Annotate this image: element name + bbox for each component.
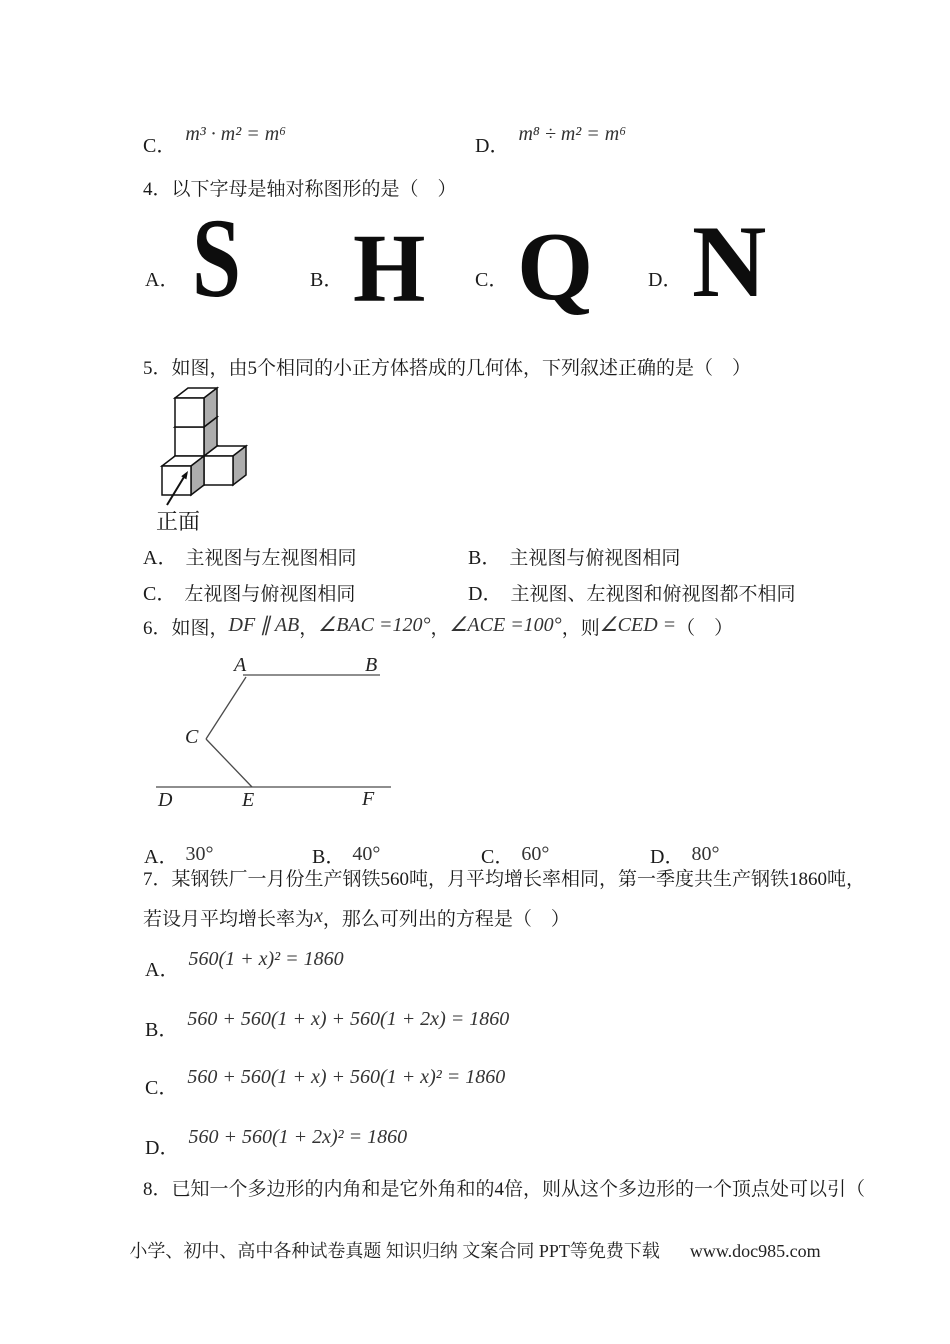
question-6-text (143, 615, 733, 642)
q6-text-part: 6．如图， (143, 618, 229, 639)
question-4-option-a-label: A． (145, 269, 180, 291)
q7-variable-x: x (314, 905, 323, 927)
option-b-label: B． (468, 547, 502, 569)
option-b-formula: 560 + 560(1 + x) + 560(1 + 2x) = 1860 (187, 1008, 510, 1030)
question-5-option-d (468, 581, 795, 608)
option-b-text: 主视图与俯视图相同 (509, 548, 681, 569)
cube-figure-front-label: 正面 (156, 509, 201, 534)
question-4-option-c-label: C． (475, 269, 509, 291)
option-a-label: A． (143, 547, 178, 569)
option-d-formula: m⁸ ÷ m² = m⁶ (518, 123, 627, 145)
option-b-label: B． (145, 1019, 179, 1041)
option-d-value: 80° (691, 843, 720, 865)
q6-text-part: ， (299, 618, 319, 639)
option-a-formula: 560(1 + x)² = 1860 (188, 948, 344, 970)
question-6-option-d (650, 840, 719, 869)
question-6-option-a (144, 840, 213, 869)
option-a-label: A． (145, 959, 180, 981)
option-a-label: A． (144, 846, 179, 868)
q6-math-df-ab: DF ∥ AB (228, 614, 300, 636)
option-c-value: 60° (521, 843, 550, 865)
q6-text-part: ， (430, 618, 450, 639)
question-5-option-a (143, 545, 356, 572)
figure-label-e: E (242, 789, 255, 811)
option-d-label: D． (475, 135, 510, 157)
question-7-line2 (143, 906, 570, 933)
question-6-option-b (312, 840, 380, 869)
figure-label-a: A (234, 654, 247, 676)
q6-text-part: ，则 (561, 618, 600, 639)
letter-q: Q (517, 213, 594, 321)
q6-math-angle-ced: ∠CED = (599, 614, 677, 636)
option-c-formula: 560 + 560(1 + x) + 560(1 + x)² = 1860 (187, 1066, 506, 1088)
question-5-option-b (468, 545, 680, 572)
question-4-option-d-label: D． (648, 269, 683, 291)
option-a-text: 主视图与左视图相同 (185, 548, 357, 569)
question-7-option-d (145, 1126, 408, 1160)
figure-label-b: B (365, 654, 378, 676)
option-c-label: C． (145, 1077, 179, 1099)
q6-math-angle-bac: ∠BAC =120° (318, 614, 431, 636)
footer-site-url: www.doc985.com (689, 1241, 821, 1261)
option-b-label: B． (312, 846, 346, 868)
question-5-text: 5．如图，由5个相同的小正方体搭成的几何体，下列叙述正确的是（ ） (143, 358, 752, 379)
question-3-option-d (475, 123, 627, 158)
question-7-option-b (145, 1008, 510, 1042)
option-c-label: C． (481, 846, 515, 868)
question-3-option-c (143, 123, 287, 158)
question-8-text: 8．已知一个多边形的内角和是它外角和的4倍，则从这个多边形的一个顶点处可以引（ (143, 1179, 866, 1200)
figure-label-c: C (185, 726, 199, 748)
figure-label-d: D (158, 789, 173, 811)
question-4-text: 4．以下字母是轴对称图形的是（ ） (143, 179, 457, 200)
option-d-formula: 560 + 560(1 + 2x)² = 1860 (188, 1126, 408, 1148)
question-5-option-c (143, 581, 355, 608)
q7-line2-prefix: 若设月平均增长率为 (143, 909, 315, 930)
q6-text-part: （ ） (676, 618, 734, 639)
option-b-value: 40° (352, 843, 381, 865)
question-4-option-b-label: B． (310, 269, 344, 291)
q6-math-angle-ace: ∠ACE =100° (449, 614, 562, 636)
question-7-option-c (145, 1066, 506, 1100)
option-d-label: D． (650, 846, 685, 868)
letter-s: S (192, 196, 242, 321)
question-7-line1: 7．某钢铁厂一月份生产钢铁560吨，月平均增长率相同，第一季度共生产钢铁1860吨， (143, 869, 866, 890)
option-c-label: C． (143, 135, 177, 157)
question-6-option-c (481, 840, 549, 869)
q7-line2-suffix: ，那么可列出的方程是（ ） (322, 909, 570, 930)
option-c-formula: m³ · m² = m⁶ (185, 123, 287, 145)
option-c-label: C． (143, 583, 177, 605)
letter-h: H (353, 215, 426, 323)
figure-label-f: F (362, 788, 375, 810)
footer-text: 小学、初中、高中各种试卷真题 知识归纳 文案合同 PPT等免费下载 (129, 1241, 660, 1261)
option-d-text: 主视图、左视图和俯视图都不相同 (510, 584, 796, 605)
question-7-option-a (145, 948, 344, 982)
option-d-label: D． (468, 583, 503, 605)
letter-n: N (692, 205, 767, 319)
option-d-label: D． (145, 1137, 180, 1159)
option-a-value: 30° (185, 843, 214, 865)
parallel-lines-figure (140, 650, 410, 815)
footer (0, 1237, 950, 1263)
option-c-text: 左视图与俯视图相同 (184, 584, 356, 605)
